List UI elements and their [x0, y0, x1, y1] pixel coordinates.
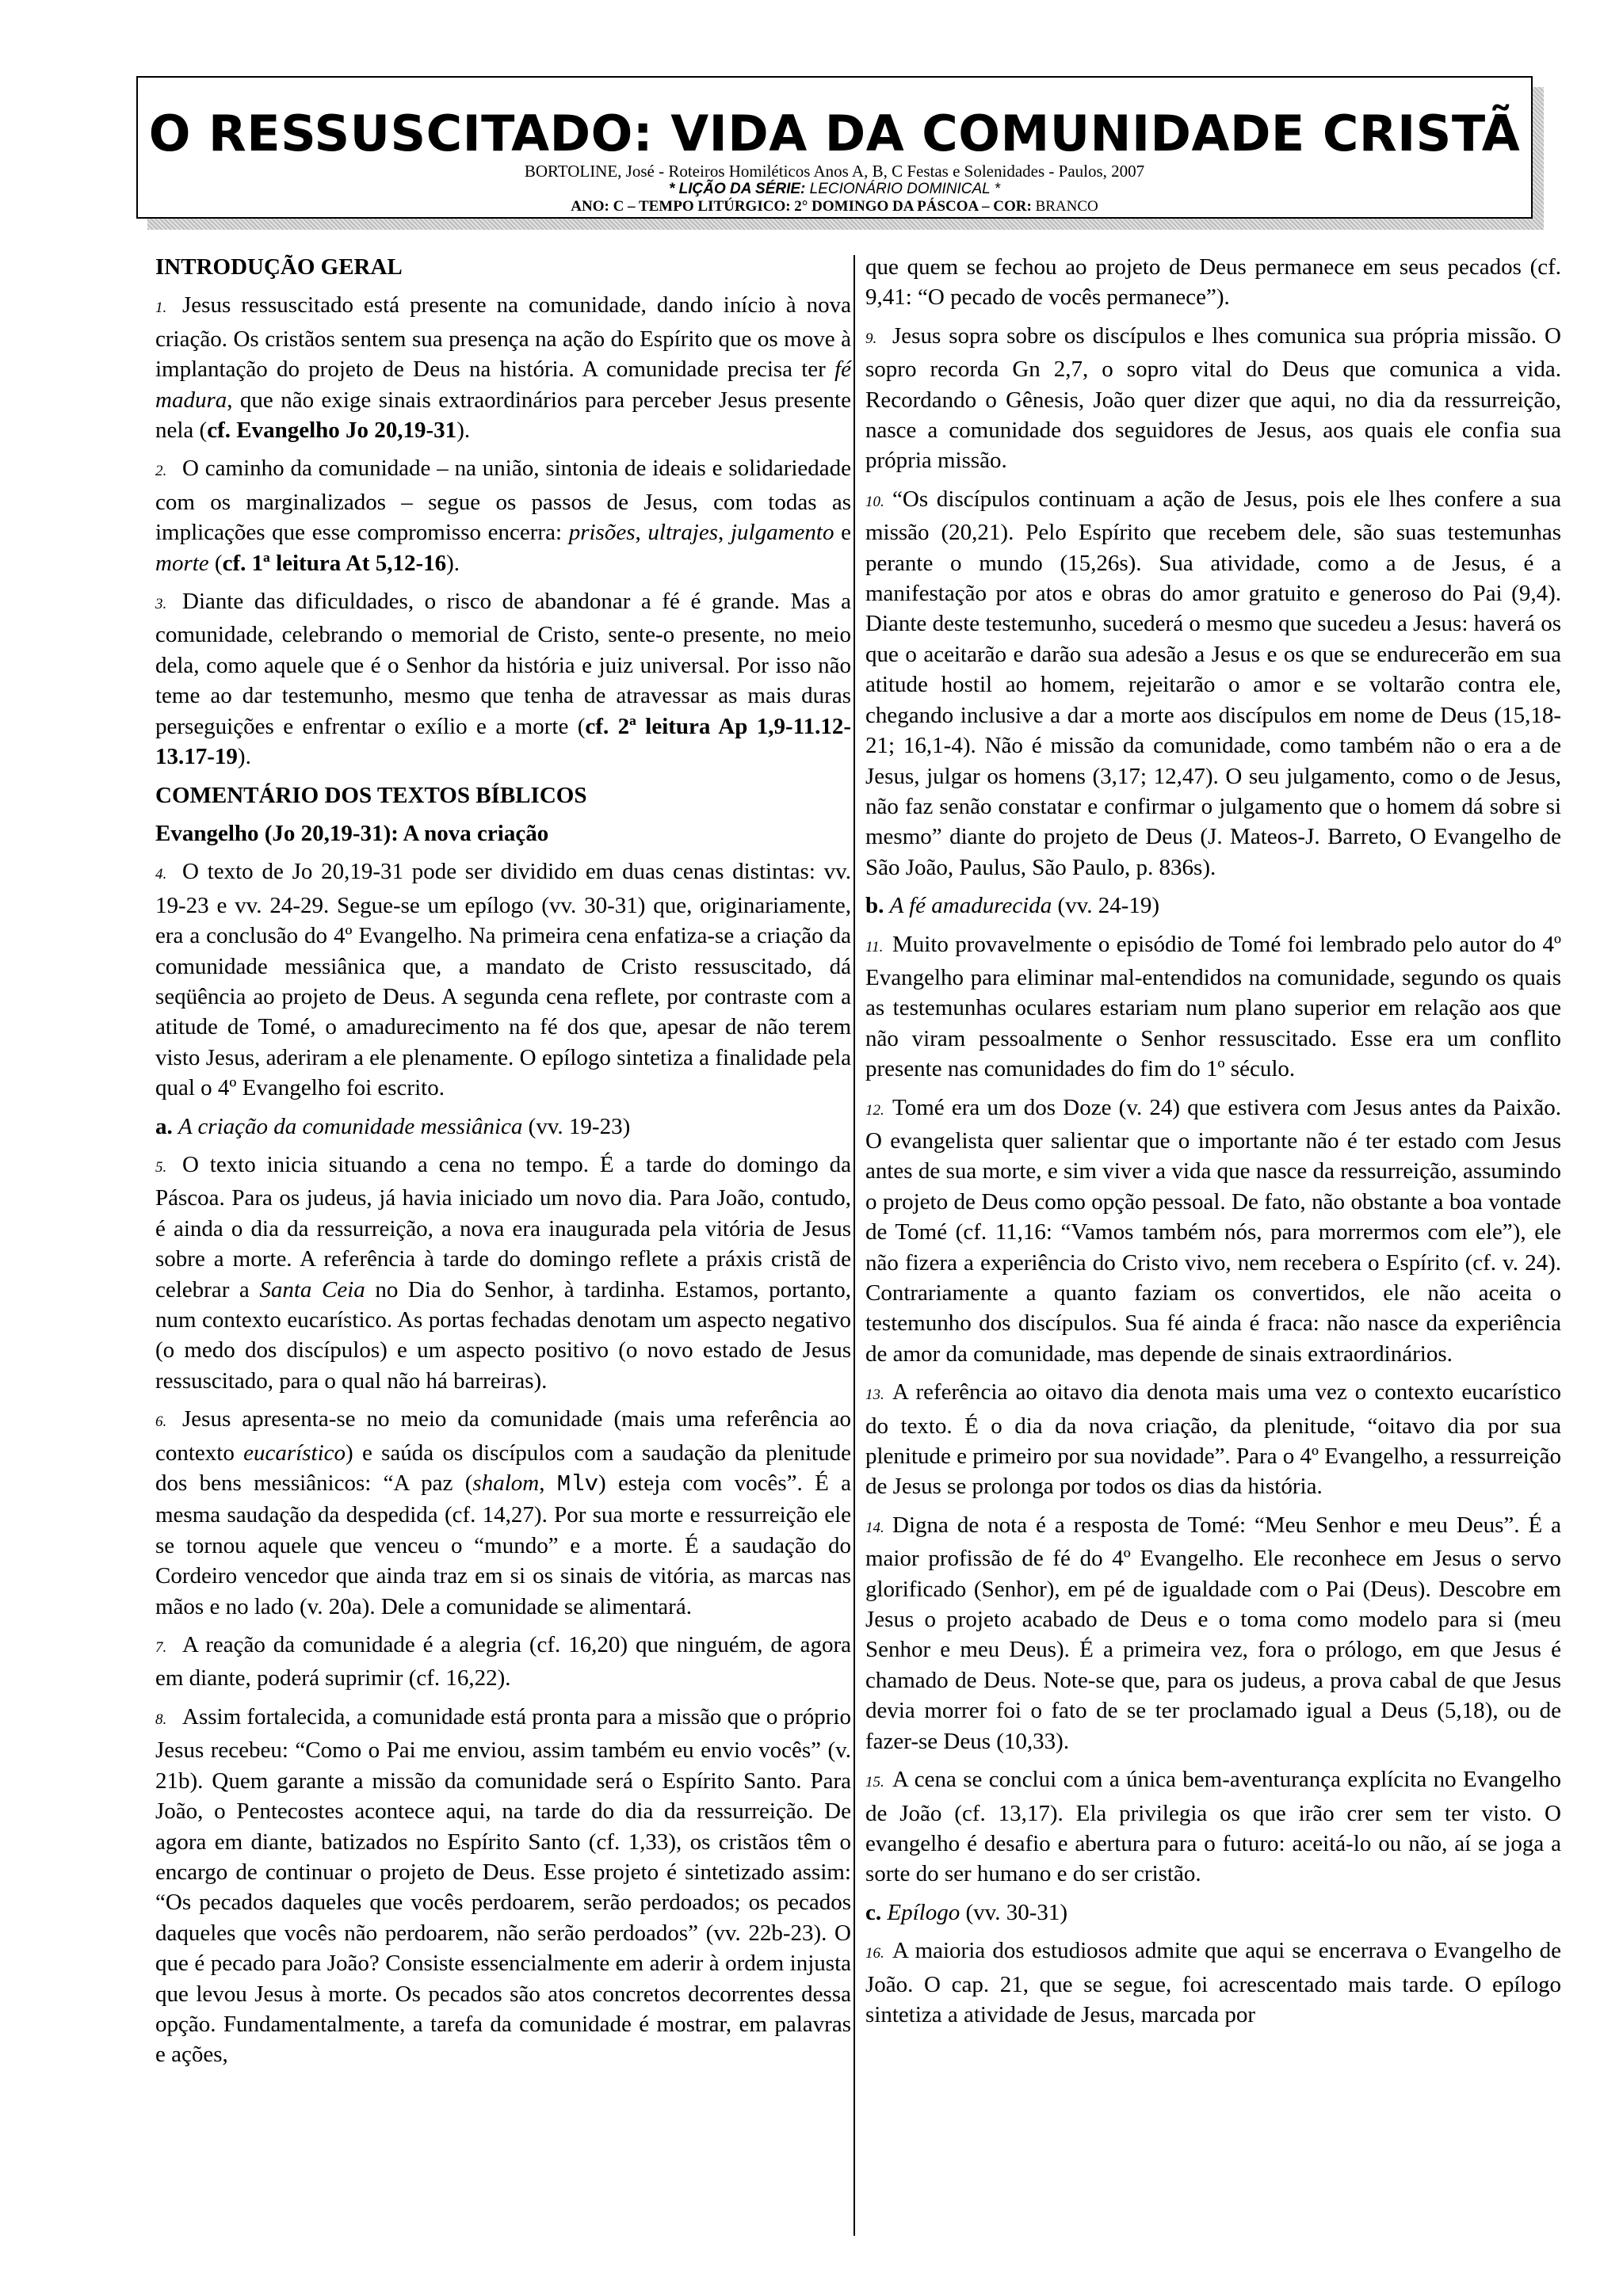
paragraph-14: 14. Digna de nota é a resposta de Tomé: “Meu Senhor e meu Deus”. É a maior profissão de fé do 4º Evangelho. Ele reconhece em Jesus o servo glorificado (Senhor), em pé de igualdade com o Pai (Deus). Descobre em Jesus o projeto acabado de Deus e o toma como modelo para si (meu Senhor e meu Deus). É a primeira vez, fora o prólogo, em que Jesus é chamado de Deus. Note-se que, para os judeus, a prova cabal de que Jesus devia morrer foi o fato de se ter proclamado igual a Deus (5,18), ou de fazer-se Deus (10,33). — [865, 1512, 1561, 1754]
series-line — [138, 181, 1531, 198]
series-value: LECIONÁRIO DOMINICAL * — [809, 181, 1001, 197]
left-column — [155, 252, 851, 2078]
paragraph-number: 3. — [155, 596, 167, 613]
source-citation: BORTOLINE, José - Roteiros Homiléticos Anos A, B, C Festas e Solenidades - Paulos, 2007 — [524, 162, 1145, 181]
paragraph-number: 15. — [865, 1774, 884, 1791]
paragraph-8-continued: que quem se fechou ao projeto de Deus permanece em seus pecados (cf. 9,41: “O pecado de vocês permanece”). — [865, 254, 1561, 311]
paragraph-6: 6. Jesus apresenta-se no meio da comunidade (mais uma referência ao contexto eucarístico) e saúda os discípulos com a saudação da plenitude dos bens messiânicos: “A paz (shalom, Mlv) esteja com vocês”. É a mesma saudação da despedida (cf. 14,27). Por sua morte e ressurreição ele se tornou aquele que venceu o “mundo” e a morte. É a saudação do Cordeiro vencedor que ainda traz em si os sinais de vitória, as marcas nas mãos e no lado (v. 20a). Dele a comunidade se alimentará. — [155, 1406, 852, 1619]
paragraph-number: 12. — [865, 1101, 884, 1119]
paragraph-number: 1. — [155, 299, 167, 317]
paragraph-number: 2. — [155, 463, 167, 480]
paragraph-number: 13. — [865, 1386, 884, 1404]
paragraph-8: 8. Assim fortalecida, a comunidade está pronta para a missão que o próprio Jesus recebeu: “Como o Pai me enviou, assim também eu envio vocês” (v. 21b). Quem garante a missão da comunidade será o Espírito Santo. Para João, o Pentecostes acontece aqui, na tarde do dia da ressurreição. De agora em diante, batizados no Espírito Santo (cf. 1,33), os cristãos têm o encargo de continuar o projeto de Deus. Esse projeto é sintetizado assim: “Os pecados daqueles que vocês perdoarem, serão perdoados; os pecados daqueles que vocês não perdoarem, não serão perdoados” (vv. 22b-23). O que é pecado para João? Consiste essencialmente em aderir à ordem injusta que levou Jesus à morte. Os pecados são atos concretos decorrentes dessa opção. Fundamentalmente, a tarefa da comunidade é mostrar, em palavras e ações, — [155, 1703, 851, 2068]
paragraph-number: 4. — [155, 866, 167, 883]
reading-reference: cf. 2ª leitura Ap 1,9-11.12-13.17-19 — [155, 713, 851, 770]
paragraph-number: 6. — [155, 1413, 167, 1431]
paragraph-number: 11. — [865, 938, 884, 955]
hebrew-glyphs: Mlv — [556, 1471, 599, 1498]
liturgical-info — [138, 198, 1531, 215]
section-heading-intro: INTRODUÇÃO GERAL — [155, 254, 403, 280]
paragraph-number: 14. — [865, 1519, 884, 1536]
paragraph-11: 11. Muito provavelmente o episódio de Tomé foi lembrado pelo autor do 4º Evangelho para eliminar mal-entendidos na comunidade, segundo os quais as testemunhas oculares estariam num plano superior em relação aos que não viram pessoalmente o Senhor ressuscitado. Esse era um conflito presente nas comunidades do fim do 1º século. — [865, 931, 1561, 1082]
section-heading-commentary: COMENTÁRIO DOS TEXTOS BÍBLICOS — [155, 782, 587, 808]
subheading-a: a. A criação da comunidade messiânica (vv. 19-23) — [155, 1113, 631, 1139]
paragraph-1: 1. Jesus ressuscitado está presente na comunidade, dando início à nova criação. Os cristãos sentem sua presença na ação do Espírito que os move à implantação do projeto de Deus na história. A comunidade precisa ter fé madura, que não exige sinais extraordinários para perceber Jesus presente nela (cf. Evangelho Jo 20,19-31). — [155, 292, 851, 444]
paragraph-2: 2. O caminho da comunidade – na união, sintonia de ideais e solidariedade com os marginalizados – segue os passos de Jesus, com todas as implicações que esse compromisso encerra: prisões, ultrajes, julgamento e morte (cf. 1ª leitura At 5,12-16). — [155, 456, 851, 576]
paragraph-13: 13. A referência ao oitavo dia denota mais uma vez o contexto eucarístico do texto. É o dia da nova criação, da plenitude, “oitavo dia por sua plenitude e primeiro por sua novidade”. Para o 4º Evangelho, a ressurreição de Jesus se prolonga por todos os dias da história. — [865, 1379, 1561, 1500]
paragraph-3: 3. Diante das dificuldades, o risco de abandonar a fé é grande. Mas a comunidade, celebrando o memorial de Cristo, sente-o presente, no meio dela, como aquele que é o Senhor da história e juiz universal. Por isso não teme ao dar testemunho, mesmo que tenha de atravessar as mais duras perseguições e enfrentar o exílio e a morte (cf. 2ª leitura Ap 1,9-11.12-13.17-19). — [155, 589, 851, 770]
page-title: O RESSUSCITADO: VIDA DA COMUNIDADE CRISTÃ — [148, 105, 1521, 162]
paragraph-number: 16. — [865, 1945, 884, 1962]
paragraph-16: 16. A maioria dos estudiosos admite que aqui se encerrava o Evangelho de João. O cap. 21, que se segue, foi acrescentado mais tarde. O epílogo sintetiza a atividade de Jesus, marcada por — [865, 1938, 1561, 2027]
reading-reference: cf. 1ª leitura At 5,12-16 — [222, 550, 447, 576]
paragraph-number: 8. — [155, 1711, 167, 1728]
paragraph-number: 9. — [865, 330, 877, 347]
paragraph-number: 7. — [155, 1639, 167, 1657]
paragraph-4: 4. O texto de Jo 20,19-31 pode ser dividido em duas cenas distintas: vv. 19-23 e vv. 24-29. Segue-se um epílogo (vv. 30-31) que, originariamente, era a conclusão do 4º Evangelho. Na primeira cena enfatiza-se a criação da comunidade messiânica que, a mandato de Cristo ressuscitado, dá seqüência ao projeto de Deus. A segunda cena reflete, por contraste com a atitude de Tomé, o amadurecimento na fé dos que, apesar de não terem visto Jesus, aderiram a ele plenamente. O epílogo sintetiza a finalidade pela qual o 4º Evangelho foi escrito. — [155, 859, 851, 1101]
paragraph-number: 5. — [155, 1158, 167, 1176]
reading-reference: cf. Evangelho Jo 20,19-31 — [207, 418, 457, 444]
paragraph-10: 10. “Os discípulos continuam a ação de Jesus, pois ele lhes confere a sua missão (20,21). Pelo Espírito que recebem dele, são suas testemunhas perante o mundo (15,26s). Sua atividade, como a de Jesus, é a manifestação por atos e obras do amor gratuito e generoso do Pai (9,4). Diante deste testemunho, sucederá o mesmo que sucedeu a Jesus: haverá os que o aceitarão e darão sua adesão a Jesus e os que se endurecerão em sua atitude hostil ao homem, rejeitarão o amor e se voltarão contra ele, chegando inclusive a dar a morte aos discípulos em nome de Deus (15,18-21; 16,1-4). Não é missão da comunidade, como também não o era a de Jesus, julgar os homens (3,17; 12,47). O seu julgamento, como o de Jesus, não faz senão constatar e confirmar o julgamento que o homem dá sobre si mesmo” diante do projeto de Deus (J. Mateos-J. Barreto, O Evangelho de São João, Paulus, São Paulo, p. 836s). — [865, 486, 1561, 880]
right-column — [865, 252, 1561, 2038]
header-box — [136, 76, 1533, 219]
column-divider — [854, 255, 855, 2236]
paragraph-number: 10. — [865, 493, 884, 510]
subheading-b: b. A fé amadurecida (vv. 24-19) — [865, 893, 1160, 919]
paragraph-15: 15. A cena se conclui com a única bem-aventurança explícita no Evangelho de João (cf. 13,17). Ela privilegia os que irão crer sem ter visto. O evangelho é desafio e abertura para o futuro: aceitá-lo ou não, aí se joga a sorte do ser humano e do ser cristão. — [865, 1767, 1561, 1887]
series-label: * LIÇÃO DA SÉRIE: — [668, 181, 806, 197]
liturgical-year-line: ANO: C – TEMPO LITÚRGICO: 2° DOMINGO DA PÁSCOA – COR: — [571, 198, 1032, 215]
gospel-heading: Evangelho (Jo 20,19-31): A nova criação — [155, 820, 549, 846]
paragraph-9: 9. Jesus sopra sobre os discípulos e lhes comunica sua própria missão. O sopro recorda Gn 2,7, o sopro vital do Deus que comunica a vida. Recordando o Gênesis, João quer dizer que aqui, no dia da ressurreição, nasce a comunidade dos seguidores de Jesus, aos quais ele confia sua própria missão. — [865, 322, 1561, 474]
paragraph-5: 5. O texto inicia situando a cena no tempo. É a tarde do domingo da Páscoa. Para os judeus, já havia iniciado um novo dia. Para João, contudo, é ainda o dia da ressurreição, a nova era inaugurada pela vitória de Jesus sobre a morte. A referência à tarde do domingo reflete a práxis cristã de celebrar a Santa Ceia no Dia do Senhor, à tardinha. Estamos, portanto, num contexto eucarístico. As portas fechadas denotam um aspecto negativo (o medo dos discípulos) e um aspecto positivo (o novo estado de Jesus ressuscitado, para o qual não há barreiras). — [155, 1151, 851, 1394]
paragraph-7: 7. A reação da comunidade é a alegria (cf. 16,20) que ninguém, de agora em diante, poderá suprimir (cf. 16,22). — [155, 1632, 851, 1691]
paragraph-12: 12. Tomé era um dos Doze (v. 24) que estivera com Jesus antes da Paixão. O evangelista quer salientar que o importante não é ter estado com Jesus antes de sua morte, e sim viver a vida que nasce da ressurreição, assumindo o projeto de Deus como opção pessoal. De fato, não obstante a boa vontade de Tomé (cf. 11,16: “Vamos também nós, para morrermos com ele”), ele não fizera a experiência do Cristo vivo, nem recebera o Espírito (cf. v. 24). Contrariamente a quanto faziam os convertidos, ele não aceita o testemunho dos discípulos. Sua fé ainda é fraca: não nasce da experiência de amor da comunidade, mas depende de sinais extraordinários. — [865, 1094, 1561, 1367]
subheading-c: c. Epílogo (vv. 30-31) — [865, 1899, 1068, 1925]
liturgical-color: BRANCO — [1035, 198, 1098, 215]
